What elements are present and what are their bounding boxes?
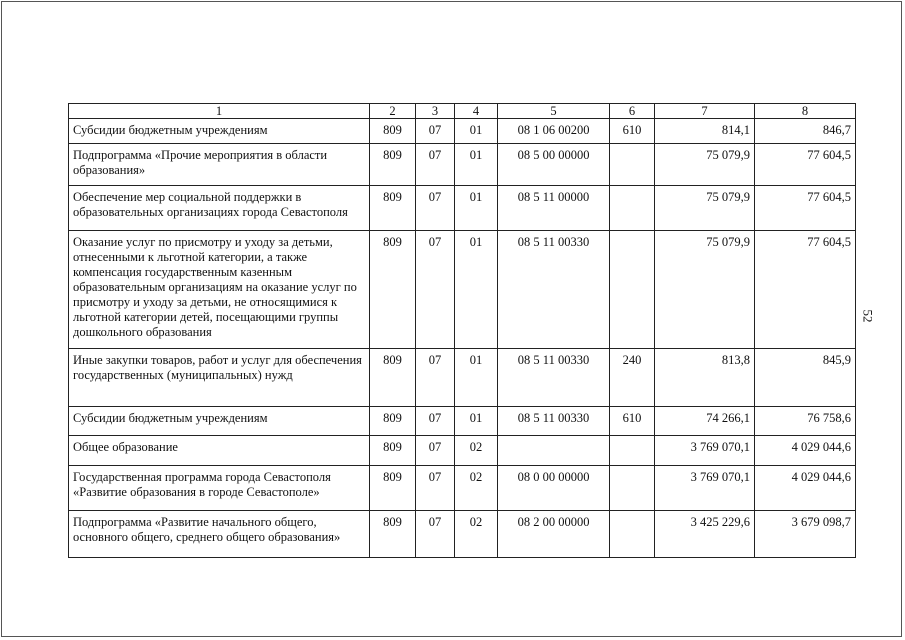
row-name-cell: Подпрограмма «Развитие начального общего, основного общего, среднего общего образования»	[69, 511, 370, 558]
code-target-cell: 08 5 00 00000	[498, 144, 610, 186]
header-cell: 7	[655, 104, 755, 119]
amount-year1-cell: 814,1	[655, 119, 755, 144]
code-subsection-cell: 01	[455, 144, 498, 186]
code-expense-type-cell	[610, 466, 655, 511]
table-body	[69, 119, 856, 558]
code-target-cell: 08 1 06 00200	[498, 119, 610, 144]
table-row	[69, 511, 856, 558]
header-cell: 8	[755, 104, 856, 119]
code-section-cell: 07	[416, 119, 455, 144]
table-row	[69, 186, 856, 231]
table-row	[69, 119, 856, 144]
code-expense-type-cell	[610, 436, 655, 466]
code-ministry-cell: 809	[370, 511, 416, 558]
code-expense-type-cell	[610, 231, 655, 349]
row-name-cell: Иные закупки товаров, работ и услуг для обеспечения государственных (муниципальных) нужд	[69, 349, 370, 407]
code-subsection-cell: 01	[455, 407, 498, 436]
budget-table	[68, 103, 856, 558]
code-expense-type-cell	[610, 144, 655, 186]
header-row	[69, 104, 856, 119]
amount-year2-cell: 76 758,6	[755, 407, 856, 436]
code-subsection-cell: 02	[455, 466, 498, 511]
row-name-cell: Обеспечение мер социальной поддержки в образовательных организациях города Севастополя	[69, 186, 370, 231]
code-expense-type-cell: 610	[610, 407, 655, 436]
code-ministry-cell: 809	[370, 349, 416, 407]
amount-year2-cell: 3 679 098,7	[755, 511, 856, 558]
amount-year1-cell: 75 079,9	[655, 144, 755, 186]
code-ministry-cell: 809	[370, 407, 416, 436]
code-ministry-cell: 809	[370, 119, 416, 144]
code-section-cell: 07	[416, 144, 455, 186]
table-row	[69, 144, 856, 186]
code-ministry-cell: 809	[370, 186, 416, 231]
code-target-cell: 08 5 11 00330	[498, 231, 610, 349]
code-target-cell	[498, 436, 610, 466]
amount-year1-cell: 75 079,9	[655, 186, 755, 231]
page-number: 52	[860, 309, 876, 323]
code-section-cell: 07	[416, 436, 455, 466]
header-cell: 2	[370, 104, 416, 119]
table-row	[69, 349, 856, 407]
code-subsection-cell: 01	[455, 186, 498, 231]
code-subsection-cell: 01	[455, 349, 498, 407]
code-target-cell: 08 2 00 00000	[498, 511, 610, 558]
row-name-cell: Субсидии бюджетным учреждениям	[69, 407, 370, 436]
row-name-cell: Подпрограмма «Прочие мероприятия в области образования»	[69, 144, 370, 186]
code-section-cell: 07	[416, 231, 455, 349]
row-name-cell: Государственная программа города Севастополя «Развитие образования в городе Севастополе»	[69, 466, 370, 511]
code-expense-type-cell	[610, 186, 655, 231]
amount-year1-cell: 74 266,1	[655, 407, 755, 436]
code-ministry-cell: 809	[370, 466, 416, 511]
amount-year1-cell: 3 769 070,1	[655, 436, 755, 466]
amount-year1-cell: 813,8	[655, 349, 755, 407]
amount-year1-cell: 3 425 229,6	[655, 511, 755, 558]
header-cell: 5	[498, 104, 610, 119]
amount-year2-cell: 846,7	[755, 119, 856, 144]
code-section-cell: 07	[416, 407, 455, 436]
table-row	[69, 436, 856, 466]
row-name-cell: Общее образование	[69, 436, 370, 466]
row-name-cell: Оказание услуг по присмотру и уходу за детьми, отнесенными к льготной категории, а также компенсация государственным казенным образовательным организациям на оказание услуг по присмотру и уходу за детьми, не относящимися к льготной категории детей, посещающими группы дошкольного образования	[69, 231, 370, 349]
code-ministry-cell: 809	[370, 436, 416, 466]
code-target-cell: 08 0 00 00000	[498, 466, 610, 511]
row-name-cell: Субсидии бюджетным учреждениям	[69, 119, 370, 144]
amount-year1-cell: 75 079,9	[655, 231, 755, 349]
code-subsection-cell: 02	[455, 436, 498, 466]
code-target-cell: 08 5 11 00330	[498, 349, 610, 407]
header-cell: 1	[69, 104, 370, 119]
code-section-cell: 07	[416, 511, 455, 558]
code-section-cell: 07	[416, 466, 455, 511]
amount-year2-cell: 77 604,5	[755, 186, 856, 231]
code-ministry-cell: 809	[370, 231, 416, 349]
amount-year2-cell: 77 604,5	[755, 231, 856, 349]
amount-year2-cell: 845,9	[755, 349, 856, 407]
amount-year2-cell: 4 029 044,6	[755, 436, 856, 466]
code-subsection-cell: 01	[455, 119, 498, 144]
code-subsection-cell: 02	[455, 511, 498, 558]
code-section-cell: 07	[416, 186, 455, 231]
header-cell: 6	[610, 104, 655, 119]
table-row	[69, 407, 856, 436]
header-cell: 4	[455, 104, 498, 119]
code-subsection-cell: 01	[455, 231, 498, 349]
table-row	[69, 231, 856, 349]
code-expense-type-cell: 610	[610, 119, 655, 144]
code-section-cell: 07	[416, 349, 455, 407]
code-target-cell: 08 5 11 00000	[498, 186, 610, 231]
code-expense-type-cell	[610, 511, 655, 558]
amount-year2-cell: 4 029 044,6	[755, 466, 856, 511]
code-target-cell: 08 5 11 00330	[498, 407, 610, 436]
amount-year2-cell: 77 604,5	[755, 144, 856, 186]
table-row	[69, 466, 856, 511]
code-expense-type-cell: 240	[610, 349, 655, 407]
code-ministry-cell: 809	[370, 144, 416, 186]
header-cell: 3	[416, 104, 455, 119]
amount-year1-cell: 3 769 070,1	[655, 466, 755, 511]
